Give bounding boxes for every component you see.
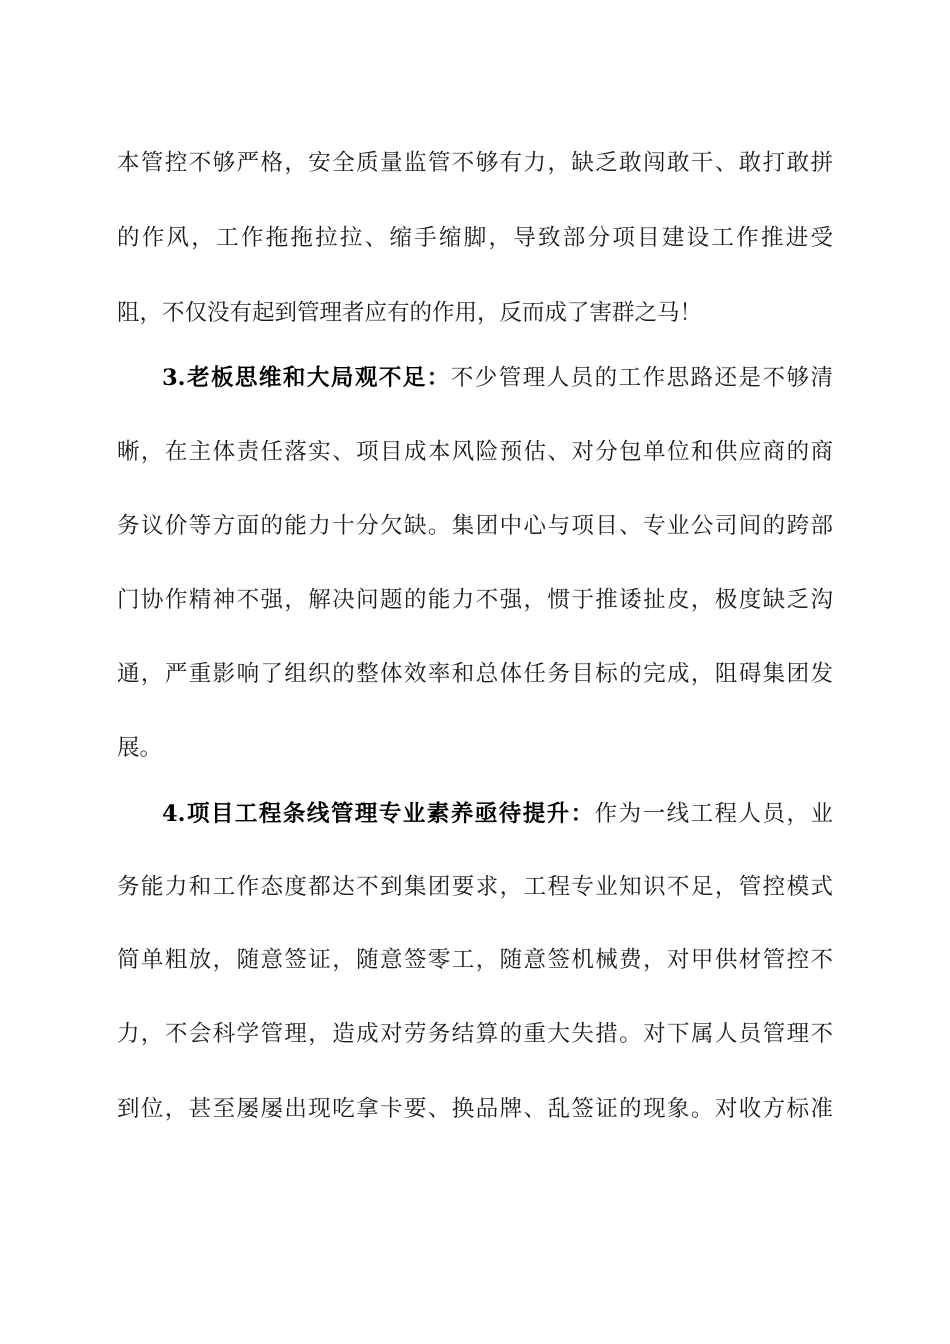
paragraph-3-line-5: 到位，甚至屡屡出现吃拿卡要、换品牌、乱签证的现象。对收方标准	[117, 1096, 833, 1122]
paragraph-3-heading: 4.项目工程条线管理专业素养亟待提升：	[162, 801, 595, 827]
paragraph-3-first-line-text: 作为一线工程人员，业	[594, 801, 833, 827]
paragraph-2-line-4: 门协作精神不强，解决问题的能力不强，惯于推诿扯皮，极度缺乏沟	[117, 587, 833, 613]
paragraph-3-line-3: 简单粗放，随意签证，随意签零工，随意签机械费，对甲供材管控不	[117, 947, 833, 973]
paragraph-2-heading: 3.老板思维和大局观不足：	[162, 365, 451, 391]
paragraph-1-line-3: 阻，不仅没有起到管理者应有的作用，反而成了害群之马！	[117, 300, 703, 326]
paragraph-1-line-2: 的作风，工作拖拖拉拉、缩手缩脚，导致部分项目建设工作推进受	[117, 225, 833, 251]
paragraph-2-line-6: 展。	[117, 735, 163, 761]
paragraph-1-line-1: 本管控不够严格，安全质量监管不够有力，缺乏敢闯敢干、敢打敢拼	[117, 150, 833, 176]
paragraph-3-line-4: 力，不会科学管理，造成对劳务结算的重大失措。对下属人员管理不	[117, 1021, 833, 1047]
paragraph-2-line-3: 务议价等方面的能力十分欠缺。集团中心与项目、专业公司间的跨部	[117, 513, 833, 539]
paragraph-3-first-line	[162, 794, 833, 834]
paragraph-2-line-2: 晰，在主体责任落实、项目成本风险预估、对分包单位和供应商的商	[117, 439, 833, 465]
paragraph-2-first-line-text: 不少管理人员的工作思路还是不够清	[450, 365, 833, 391]
paragraph-3-line-2: 务能力和工作态度都达不到集团要求，工程专业知识不足，管控模式	[117, 874, 833, 900]
paragraph-2-first-line	[162, 358, 833, 398]
paragraph-2-line-5: 通，严重影响了组织的整体效率和总体任务目标的完成，阻碍集团发	[117, 661, 833, 687]
